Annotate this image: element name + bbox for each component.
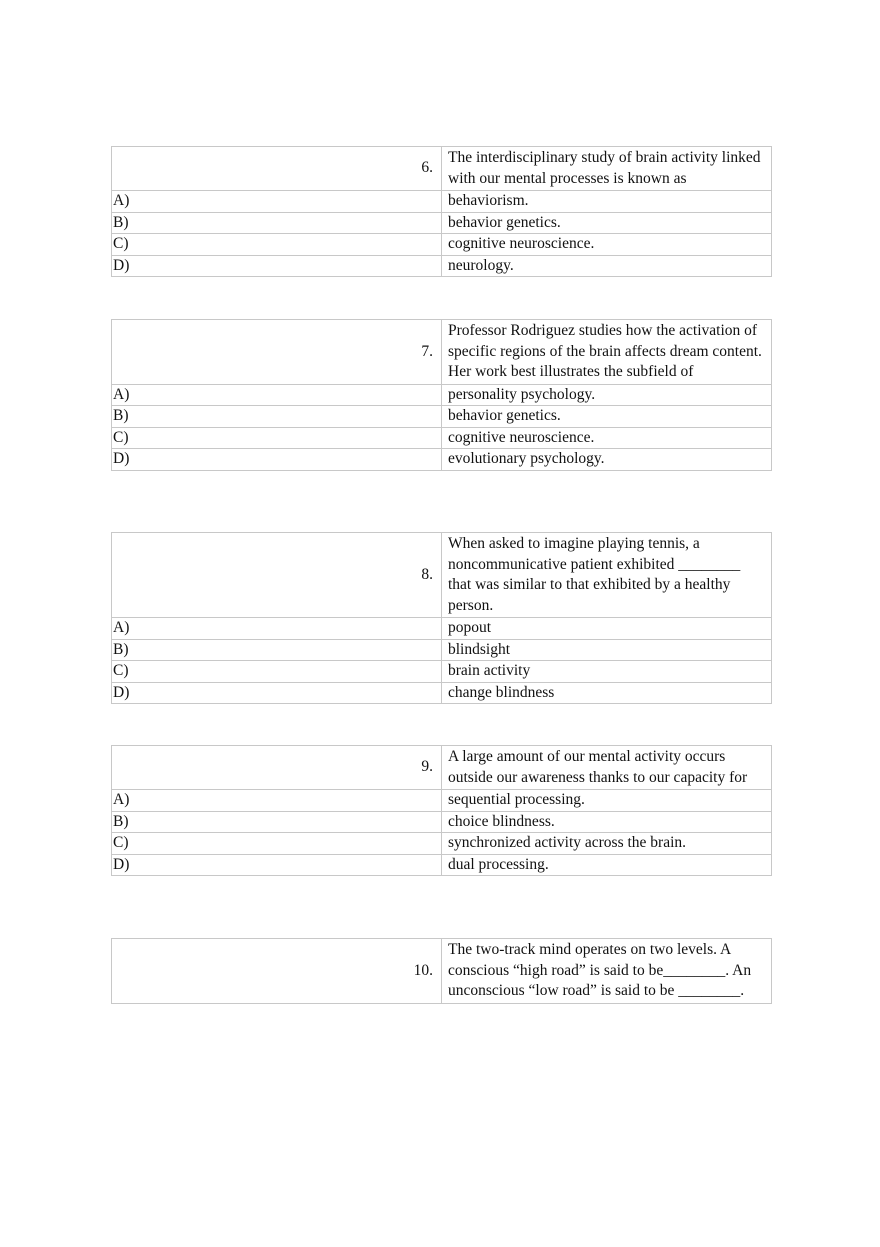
option-text: choice blindness. bbox=[442, 811, 772, 833]
question-text: Professor Rodriguez studies how the activation of specific regions of the brain affects dream content. Her work best illustrates the subfield of bbox=[442, 320, 772, 385]
option-letter: D) bbox=[112, 449, 442, 471]
option-row-a bbox=[112, 790, 772, 812]
option-text: sequential processing. bbox=[442, 790, 772, 812]
option-row-a bbox=[112, 191, 772, 213]
option-text: personality psychology. bbox=[442, 384, 772, 406]
option-text: popout bbox=[442, 618, 772, 640]
option-row-a bbox=[112, 384, 772, 406]
question-9-table bbox=[111, 745, 772, 876]
question-text: A large amount of our mental activity occurs outside our awareness thanks to our capacity for bbox=[442, 746, 772, 790]
option-letter: D) bbox=[112, 854, 442, 876]
option-letter: C) bbox=[112, 661, 442, 683]
option-letter: A) bbox=[112, 618, 442, 640]
option-letter: A) bbox=[112, 384, 442, 406]
question-number: 9. bbox=[112, 746, 442, 790]
question-8-table bbox=[111, 532, 772, 704]
question-number: 10. bbox=[112, 939, 442, 1004]
question-number: 7. bbox=[112, 320, 442, 385]
option-text: neurology. bbox=[442, 255, 772, 277]
option-row-b bbox=[112, 811, 772, 833]
option-letter: A) bbox=[112, 191, 442, 213]
option-text: brain activity bbox=[442, 661, 772, 683]
option-text: cognitive neuroscience. bbox=[442, 234, 772, 256]
option-row-a bbox=[112, 618, 772, 640]
option-row-d bbox=[112, 449, 772, 471]
question-row bbox=[112, 939, 772, 1004]
question-7-table bbox=[111, 319, 772, 471]
question-text: The two-track mind operates on two levels. A conscious “high road” is said to be________. An unconscious “low road” is said to be ________. bbox=[442, 939, 772, 1004]
option-text: dual processing. bbox=[442, 854, 772, 876]
option-letter: B) bbox=[112, 639, 442, 661]
option-letter: C) bbox=[112, 833, 442, 855]
option-text: cognitive neuroscience. bbox=[442, 427, 772, 449]
option-row-c bbox=[112, 427, 772, 449]
option-row-c bbox=[112, 833, 772, 855]
question-text: When asked to imagine playing tennis, a noncommunicative patient exhibited ________ that was similar to that exhibited by a healthy person. bbox=[442, 533, 772, 618]
question-row bbox=[112, 746, 772, 790]
question-row bbox=[112, 147, 772, 191]
option-row-c bbox=[112, 661, 772, 683]
question-row bbox=[112, 533, 772, 618]
question-number: 6. bbox=[112, 147, 442, 191]
option-letter: C) bbox=[112, 234, 442, 256]
option-row-b bbox=[112, 212, 772, 234]
option-row-b bbox=[112, 639, 772, 661]
option-letter: D) bbox=[112, 255, 442, 277]
option-letter: B) bbox=[112, 406, 442, 428]
option-letter: C) bbox=[112, 427, 442, 449]
option-row-d bbox=[112, 854, 772, 876]
question-text: The interdisciplinary study of brain activity linked with our mental processes is known as bbox=[442, 147, 772, 191]
question-6-table bbox=[111, 146, 772, 277]
question-10-table bbox=[111, 938, 772, 1004]
option-text: behaviorism. bbox=[442, 191, 772, 213]
option-letter: A) bbox=[112, 790, 442, 812]
option-row-d bbox=[112, 682, 772, 704]
option-text: change blindness bbox=[442, 682, 772, 704]
option-text: blindsight bbox=[442, 639, 772, 661]
question-number: 8. bbox=[112, 533, 442, 618]
option-row-d bbox=[112, 255, 772, 277]
option-letter: B) bbox=[112, 811, 442, 833]
option-letter: D) bbox=[112, 682, 442, 704]
option-text: behavior genetics. bbox=[442, 212, 772, 234]
option-text: evolutionary psychology. bbox=[442, 449, 772, 471]
option-text: synchronized activity across the brain. bbox=[442, 833, 772, 855]
option-row-c bbox=[112, 234, 772, 256]
option-row-b bbox=[112, 406, 772, 428]
option-letter: B) bbox=[112, 212, 442, 234]
option-text: behavior genetics. bbox=[442, 406, 772, 428]
question-row bbox=[112, 320, 772, 385]
